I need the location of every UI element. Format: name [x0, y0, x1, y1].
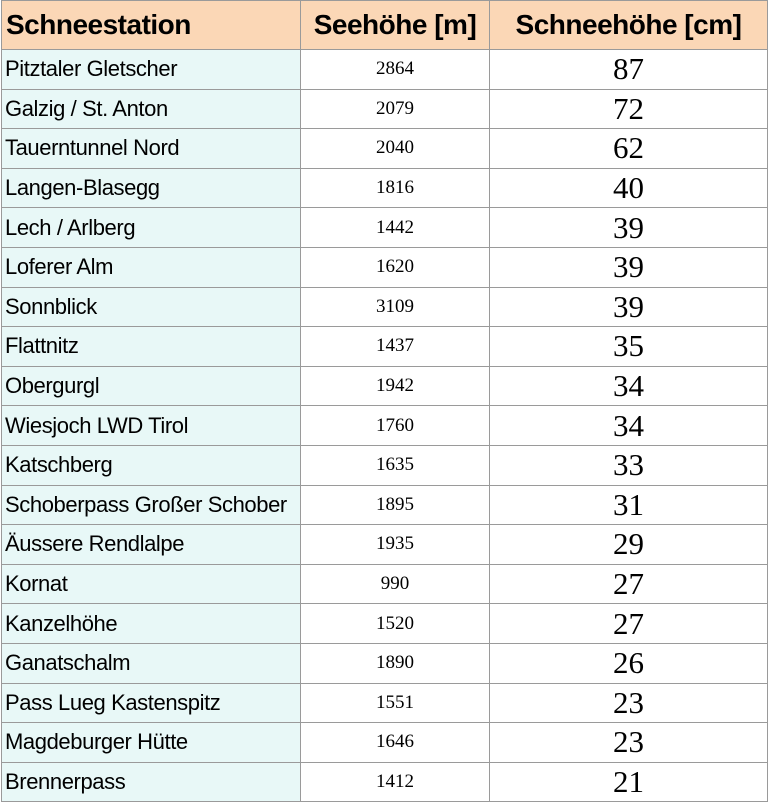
snow-depth-cell: 72 — [490, 89, 768, 129]
elevation-cell: 1935 — [301, 525, 490, 565]
table-row — [2, 525, 768, 565]
elevation-cell: 1620 — [301, 247, 490, 287]
table-row — [2, 643, 768, 683]
snow-depth-cell: 21 — [490, 762, 768, 802]
elevation-cell: 3109 — [301, 287, 490, 327]
snow-depth-cell: 40 — [490, 168, 768, 208]
snow-depth-cell: 39 — [490, 247, 768, 287]
table-row — [2, 50, 768, 90]
station-cell: Galzig / St. Anton — [2, 89, 301, 129]
snow-depth-cell: 39 — [490, 287, 768, 327]
elevation-cell: 1520 — [301, 604, 490, 644]
station-cell: Wiesjoch LWD Tirol — [2, 406, 301, 446]
snow-depth-cell: 23 — [490, 723, 768, 763]
header-snow-depth: Schneehöhe [cm] — [490, 1, 768, 50]
station-cell: Äussere Rendlalpe — [2, 525, 301, 565]
elevation-cell: 1942 — [301, 366, 490, 406]
table-row — [2, 723, 768, 763]
elevation-cell: 2864 — [301, 50, 490, 90]
table-row — [2, 168, 768, 208]
table-row — [2, 366, 768, 406]
station-cell: Brennerpass — [2, 762, 301, 802]
snow-depth-cell: 23 — [490, 683, 768, 723]
elevation-cell: 1442 — [301, 208, 490, 248]
snow-depth-cell: 35 — [490, 327, 768, 367]
table-row — [2, 287, 768, 327]
elevation-cell: 1412 — [301, 762, 490, 802]
elevation-cell: 1816 — [301, 168, 490, 208]
station-cell: Flattnitz — [2, 327, 301, 367]
station-cell: Loferer Alm — [2, 247, 301, 287]
elevation-cell: 2079 — [301, 89, 490, 129]
header-elevation: Seehöhe [m] — [301, 1, 490, 50]
station-cell: Ganatschalm — [2, 643, 301, 683]
snow-depth-cell: 33 — [490, 445, 768, 485]
table-row — [2, 247, 768, 287]
elevation-cell: 1551 — [301, 683, 490, 723]
elevation-cell: 1895 — [301, 485, 490, 525]
table-row — [2, 762, 768, 802]
snow-depth-cell: 27 — [490, 564, 768, 604]
elevation-cell: 2040 — [301, 129, 490, 169]
station-cell: Sonnblick — [2, 287, 301, 327]
station-cell: Magdeburger Hütte — [2, 723, 301, 763]
elevation-cell: 1437 — [301, 327, 490, 367]
snow-depth-table — [1, 0, 768, 802]
station-cell: Langen-Blasegg — [2, 168, 301, 208]
table-row — [2, 89, 768, 129]
header-station: Schneestation — [2, 1, 301, 50]
table-row — [2, 445, 768, 485]
elevation-cell: 990 — [301, 564, 490, 604]
snow-depth-cell: 39 — [490, 208, 768, 248]
elevation-cell: 1635 — [301, 445, 490, 485]
table-row — [2, 406, 768, 446]
header-row — [2, 1, 768, 50]
table-row — [2, 683, 768, 723]
elevation-cell: 1760 — [301, 406, 490, 446]
station-cell: Kornat — [2, 564, 301, 604]
table-row — [2, 485, 768, 525]
snow-depth-cell: 62 — [490, 129, 768, 169]
station-cell: Tauerntunnel Nord — [2, 129, 301, 169]
station-cell: Kanzelhöhe — [2, 604, 301, 644]
table-row — [2, 129, 768, 169]
station-cell: Pass Lueg Kastenspitz — [2, 683, 301, 723]
station-cell: Schoberpass Großer Schober — [2, 485, 301, 525]
table-row — [2, 208, 768, 248]
snow-depth-cell: 27 — [490, 604, 768, 644]
snow-depth-cell: 29 — [490, 525, 768, 565]
station-cell: Katschberg — [2, 445, 301, 485]
elevation-cell: 1646 — [301, 723, 490, 763]
snow-depth-cell: 31 — [490, 485, 768, 525]
station-cell: Lech / Arlberg — [2, 208, 301, 248]
snow-depth-cell: 34 — [490, 406, 768, 446]
station-cell: Obergurgl — [2, 366, 301, 406]
snow-depth-cell: 87 — [490, 50, 768, 90]
table-row — [2, 604, 768, 644]
snow-depth-cell: 34 — [490, 366, 768, 406]
table-row — [2, 327, 768, 367]
snow-depth-cell: 26 — [490, 643, 768, 683]
table-row — [2, 564, 768, 604]
station-cell: Pitztaler Gletscher — [2, 50, 301, 90]
elevation-cell: 1890 — [301, 643, 490, 683]
